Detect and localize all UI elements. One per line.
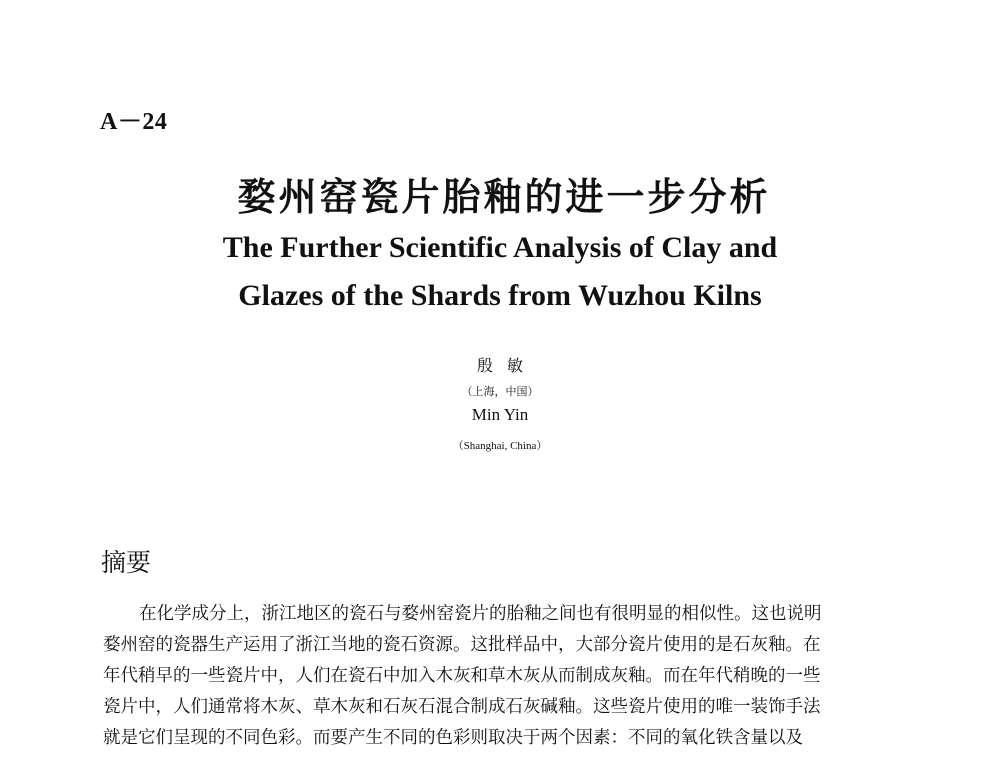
affiliation-chinese: （上海，中国） [461, 385, 539, 398]
title-chinese: 婺州窑瓷片胎釉的进一步分析 [237, 174, 771, 219]
affiliation-english: （Shanghai, China） [452, 440, 548, 452]
author-name-chinese: 殷敏 [476, 356, 537, 375]
abstract-line: 在化学成分上，浙江地区的瓷石与婺州窑瓷片的胎釉之间也有很明显的相似性。这也说明 [139, 604, 822, 624]
abstract-heading: 摘要 [101, 548, 152, 577]
abstract-body [103, 599, 903, 754]
abstract-line: 年代稍早的一些瓷片中，人们在瓷石中加入木灰和草木灰从而制成灰釉。而在年代稍晚的一些 [103, 666, 821, 686]
author-name-english: Min Yin [471, 405, 529, 424]
title-english-line-2: Glazes of the Shards from Wuzhou Kilns [238, 279, 762, 312]
paper-code: A－24 [100, 109, 168, 135]
abstract-line: 瓷片中，人们通常将木灰、草木灰和石灰石混合制成石灰碱釉。这些瓷片使用的唯一装饰手法 [103, 697, 821, 717]
abstract-line: 婺州窑的瓷器生产运用了浙江当地的瓷石资源。这批样品中，大部分瓷片使用的是石灰釉。在 [103, 635, 821, 655]
abstract-line: 就是它们呈现的不同色彩。而要产生不同的色彩则取决于两个因素：不同的氧化铁含量以及 [103, 728, 803, 748]
title-english-line-1: The Further Scientific Analysis of Clay and [222, 231, 778, 264]
